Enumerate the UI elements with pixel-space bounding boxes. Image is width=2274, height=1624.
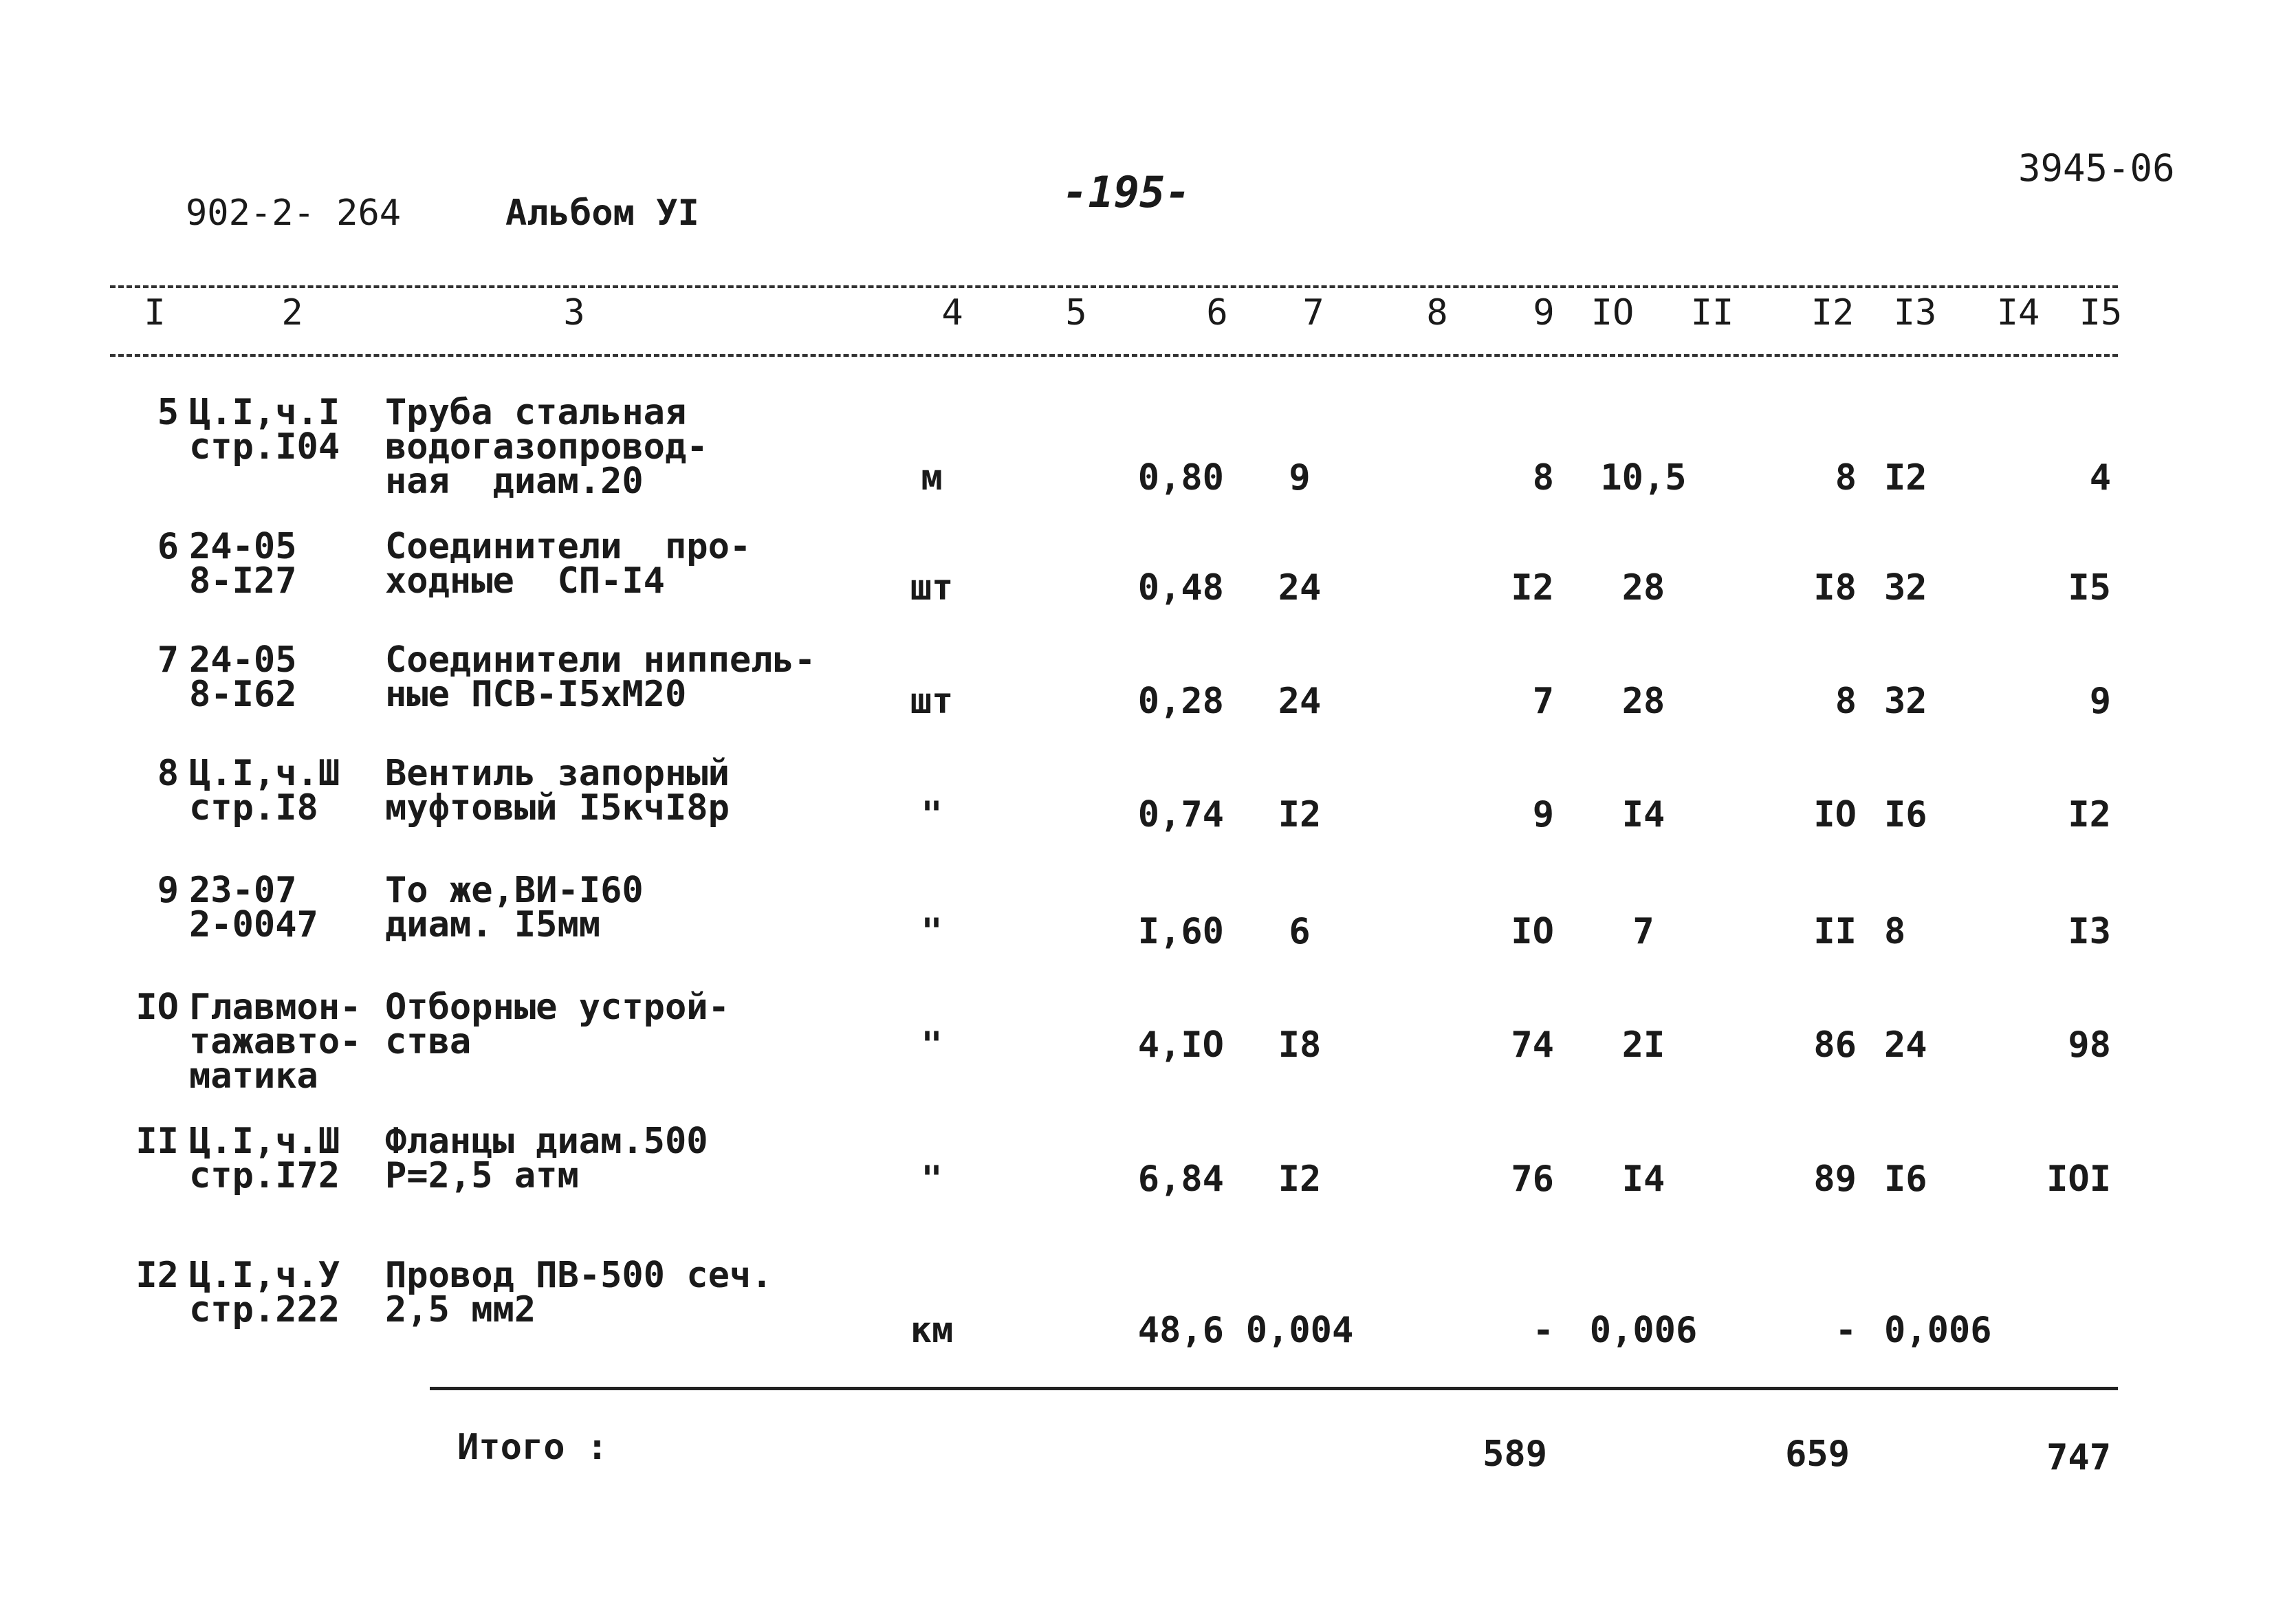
row-col6: 0,80 bbox=[1137, 457, 1224, 498]
header-top-rule bbox=[110, 285, 2118, 288]
header-bottom-rule bbox=[110, 354, 2118, 357]
row-reference: 24-05 8-I27 bbox=[189, 526, 297, 602]
row-col12: II bbox=[1813, 911, 1857, 952]
album-label: Альбом УI bbox=[505, 193, 699, 234]
row-col13: 32 bbox=[1884, 681, 1927, 722]
row-number: I2 bbox=[135, 1255, 179, 1296]
row-col6: 0,74 bbox=[1137, 794, 1224, 835]
row-col13: I2 bbox=[1884, 457, 1927, 498]
row-number: 5 bbox=[157, 392, 179, 433]
row-col7: 6 bbox=[1289, 911, 1311, 952]
column-header: 2 bbox=[281, 292, 303, 333]
row-col10: 0,006 bbox=[1589, 1310, 1698, 1351]
column-header: II bbox=[1690, 292, 1734, 333]
row-name: Провод ПВ-500 сеч. 2,5 мм2 bbox=[385, 1255, 773, 1330]
row-name: Вентиль запорный муфтовый I5кчI8р bbox=[385, 753, 730, 829]
row-col10: I4 bbox=[1621, 1159, 1665, 1200]
row-col12: 89 bbox=[1813, 1159, 1857, 1200]
row-col10: 28 bbox=[1621, 681, 1665, 722]
row-name: То же,ВИ-I60 диам. I5мм bbox=[385, 870, 644, 945]
row-unit: " bbox=[921, 1159, 943, 1200]
row-col9: 8 bbox=[1532, 457, 1554, 498]
archive-stamp: 3945-06 bbox=[2018, 146, 2175, 190]
row-col12: - bbox=[1835, 1310, 1857, 1351]
row-col9: 9 bbox=[1532, 794, 1554, 835]
row-col10: 28 bbox=[1621, 567, 1665, 608]
row-col10: 10,5 bbox=[1600, 457, 1687, 498]
row-col15: 98 bbox=[2068, 1024, 2111, 1066]
row-col15: I5 bbox=[2068, 567, 2111, 608]
column-header: I5 bbox=[2079, 292, 2123, 333]
column-header: IO bbox=[1590, 292, 1635, 333]
row-reference: 23-07 2-0047 bbox=[189, 870, 318, 945]
row-col12: 86 bbox=[1813, 1024, 1857, 1066]
row-col15: 9 bbox=[2089, 681, 2111, 722]
column-header: 8 bbox=[1426, 292, 1448, 333]
row-name: Фланцы диам.500 Р=2,5 атм bbox=[385, 1121, 708, 1196]
row-name: Соединители ниппель- ные ПСВ-I5хМ20 bbox=[385, 639, 816, 715]
row-col13: 24 bbox=[1884, 1024, 1927, 1066]
row-number: 6 bbox=[157, 526, 179, 567]
row-name: Труба стальная водогазопровод- ная диам.20 bbox=[385, 392, 708, 502]
row-name: Отборные устрой- ства bbox=[385, 987, 730, 1062]
row-col12: 8 bbox=[1835, 681, 1857, 722]
row-col15: I3 bbox=[2068, 911, 2111, 952]
row-col7: 24 bbox=[1278, 567, 1322, 608]
row-col9: - bbox=[1532, 1310, 1554, 1351]
row-number: II bbox=[135, 1121, 179, 1162]
row-col7: 9 bbox=[1289, 457, 1311, 498]
row-number: 8 bbox=[157, 753, 179, 794]
total-col9: 589 bbox=[1483, 1434, 1547, 1475]
row-col6: 6,84 bbox=[1137, 1159, 1224, 1200]
row-unit: м bbox=[921, 457, 943, 498]
row-col6: 0,48 bbox=[1137, 567, 1224, 608]
row-col12: IO bbox=[1813, 794, 1857, 835]
row-reference: 24-05 8-I62 bbox=[189, 639, 297, 715]
row-col15: IOI bbox=[2046, 1159, 2111, 1200]
row-col6: 0,28 bbox=[1137, 681, 1224, 722]
row-col9: 74 bbox=[1511, 1024, 1554, 1066]
column-header: 7 bbox=[1302, 292, 1324, 333]
row-col9: I2 bbox=[1511, 567, 1554, 608]
row-unit: " bbox=[921, 911, 943, 952]
column-header: 5 bbox=[1065, 292, 1087, 333]
column-header: I2 bbox=[1811, 292, 1855, 333]
row-col9: 76 bbox=[1511, 1159, 1554, 1200]
row-col9: 7 bbox=[1532, 681, 1554, 722]
row-reference: Ц.I,ч.Ш стр.I72 bbox=[189, 1121, 340, 1196]
row-col13: 32 bbox=[1884, 567, 1927, 608]
total-col15: 747 bbox=[2046, 1437, 2111, 1478]
row-col13: I6 bbox=[1884, 1159, 1927, 1200]
row-col6: 4,IO bbox=[1137, 1024, 1224, 1066]
column-header: 4 bbox=[941, 292, 963, 333]
total-label: Итого : bbox=[457, 1427, 609, 1468]
row-col15: I2 bbox=[2068, 794, 2111, 835]
row-reference: Ц.I,ч.У стр.222 bbox=[189, 1255, 340, 1330]
row-col12: 8 bbox=[1835, 457, 1857, 498]
row-col9: IO bbox=[1511, 911, 1554, 952]
table-bottom-rule bbox=[430, 1387, 2118, 1390]
row-col10: 2I bbox=[1621, 1024, 1665, 1066]
column-header: I4 bbox=[1996, 292, 2040, 333]
row-unit: шт bbox=[910, 681, 954, 722]
row-name: Соединители про- ходные СП-I4 bbox=[385, 526, 752, 602]
row-col10: I4 bbox=[1621, 794, 1665, 835]
column-header: I bbox=[144, 292, 166, 333]
total-col12: 659 bbox=[1785, 1434, 1850, 1475]
row-unit: км bbox=[910, 1310, 954, 1351]
row-col13: 0,006 bbox=[1884, 1310, 1992, 1351]
row-number: IO bbox=[135, 987, 179, 1028]
page-number: -195- bbox=[1062, 167, 1191, 217]
row-col7: 24 bbox=[1278, 681, 1322, 722]
column-header: 3 bbox=[563, 292, 585, 333]
row-col7: I2 bbox=[1278, 794, 1322, 835]
row-col7: I8 bbox=[1278, 1024, 1322, 1066]
row-unit: шт bbox=[910, 567, 954, 608]
column-header: 9 bbox=[1533, 292, 1555, 333]
row-unit: " bbox=[921, 794, 943, 835]
row-col6: 48,6 bbox=[1137, 1310, 1224, 1351]
document-code: 902-2- 264 bbox=[186, 193, 402, 234]
row-col13: 8 bbox=[1884, 911, 1906, 952]
row-col15: 4 bbox=[2089, 457, 2111, 498]
row-col13: I6 bbox=[1884, 794, 1927, 835]
row-col10: 7 bbox=[1632, 911, 1654, 952]
row-number: 7 bbox=[157, 639, 179, 681]
row-unit: " bbox=[921, 1024, 943, 1066]
row-reference: Главмон- тажавто- матика bbox=[189, 987, 362, 1097]
row-reference: Ц.I,ч.Ш стр.I8 bbox=[189, 753, 340, 829]
row-col7: 0,004 bbox=[1245, 1310, 1354, 1351]
row-col6: I,60 bbox=[1137, 911, 1224, 952]
row-reference: Ц.I,ч.I стр.I04 bbox=[189, 392, 340, 468]
row-col7: I2 bbox=[1278, 1159, 1322, 1200]
column-header: I3 bbox=[1893, 292, 1937, 333]
row-col12: I8 bbox=[1813, 567, 1857, 608]
column-header: 6 bbox=[1206, 292, 1228, 333]
row-number: 9 bbox=[157, 870, 179, 911]
